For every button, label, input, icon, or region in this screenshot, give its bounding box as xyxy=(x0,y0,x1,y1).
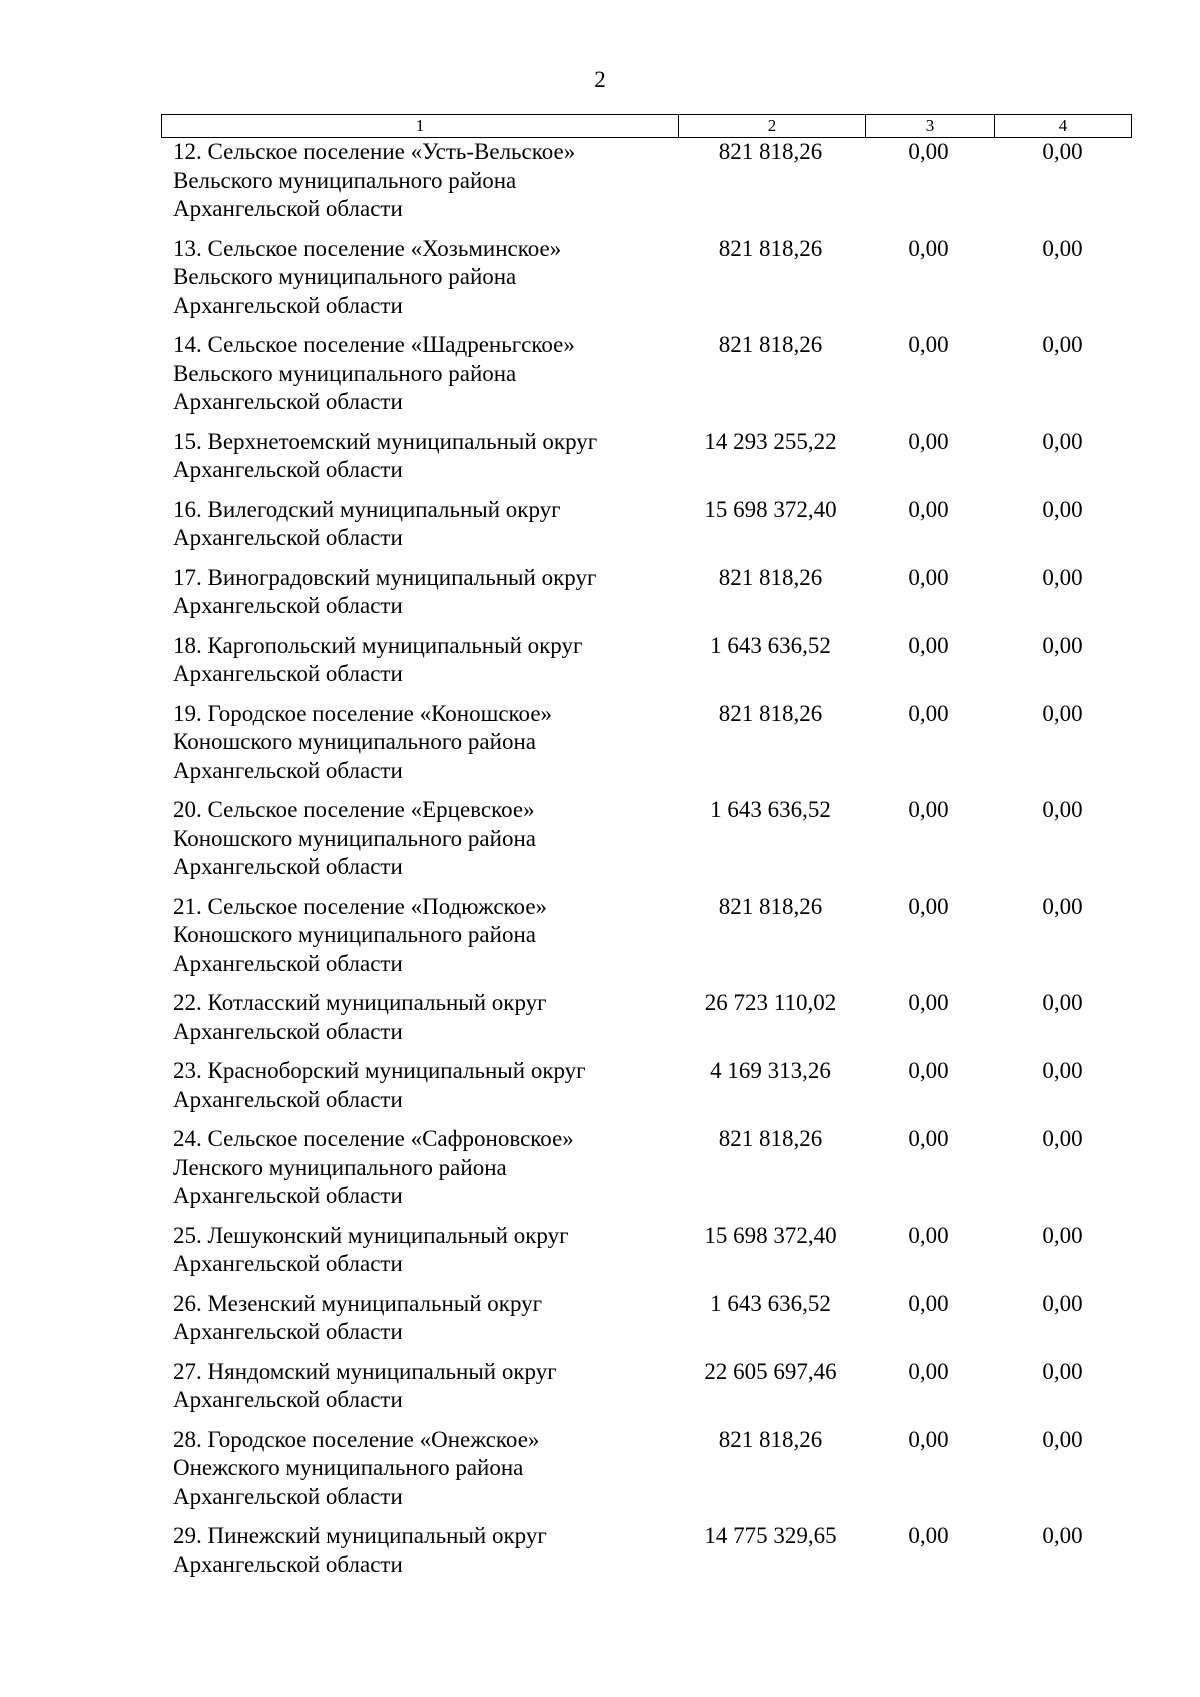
municipality-name xyxy=(161,1125,677,1211)
amount-column-3: 0,00 xyxy=(908,990,949,1015)
table-row xyxy=(161,796,1132,882)
municipality-name-line: Вельского муниципального района xyxy=(173,264,517,289)
municipality-name-line: Архангельской области xyxy=(173,1551,403,1577)
amount-column-2: 26 723 110,02 xyxy=(704,990,837,1015)
amount-column-4: 0,00 xyxy=(1042,990,1083,1015)
municipality-name-line: 29. Пинежский муниципальный округ xyxy=(173,1523,547,1548)
table-row xyxy=(161,564,1132,621)
municipality-name-line: Архангельской области xyxy=(173,1319,403,1344)
header-cell-4: 4 xyxy=(994,115,1131,137)
amount-column-4: 0,00 xyxy=(1042,1222,1083,1248)
page-number: 2 xyxy=(594,67,606,92)
municipality-name-line: Онежского муниципального района xyxy=(173,1455,524,1480)
amount-column-2: 14 293 255,22 xyxy=(704,428,837,454)
amount-column-3: 0,00 xyxy=(908,428,949,454)
table-row xyxy=(161,1426,1132,1512)
municipality-name-line: Архангельской области xyxy=(173,950,403,976)
municipality-name-line: 23. Красноборский муниципальный округ xyxy=(173,1058,586,1083)
municipality-name xyxy=(161,564,677,621)
municipality-name xyxy=(161,1358,677,1415)
municipality-name-line: Вельского муниципального района xyxy=(173,360,517,386)
amount-column-4: 0,00 xyxy=(1042,564,1083,590)
amount-column-4: 0,00 xyxy=(1042,893,1083,919)
table-row xyxy=(161,1358,1132,1415)
amount-column-3: 0,00 xyxy=(908,235,949,261)
amount-column-3: 0,00 xyxy=(908,139,949,164)
amount-column-3: 0,00 xyxy=(908,700,949,726)
municipality-name-line: Коношского муниципального района xyxy=(173,729,536,754)
municipality-name xyxy=(161,138,677,224)
amount-column-2: 821 818,26 xyxy=(718,235,823,261)
municipality-name xyxy=(161,1057,677,1114)
amount-column-3: 0,00 xyxy=(908,1523,949,1548)
amount-column-4: 0,00 xyxy=(1042,1290,1083,1316)
municipality-name-line: Архангельской области xyxy=(173,1086,403,1112)
municipality-name xyxy=(161,428,677,485)
amount-column-4: 0,00 xyxy=(1042,496,1083,522)
amount-column-2: 821 818,26 xyxy=(718,564,823,590)
municipality-name xyxy=(161,893,677,979)
municipality-name-line: 14. Сельское поселение «Шадреньгское» xyxy=(173,332,575,357)
municipality-name xyxy=(161,989,677,1046)
municipality-name xyxy=(161,1222,677,1279)
municipality-name-line: 15. Верхнетоемский муниципальный округ xyxy=(173,428,598,454)
table-row xyxy=(161,1125,1132,1211)
funding-table xyxy=(161,114,1132,1590)
amount-column-3: 0,00 xyxy=(908,797,949,822)
municipality-name-line: 22. Котласский муниципальный округ xyxy=(173,990,547,1015)
municipality-name-line: Архангельской области xyxy=(173,1251,403,1276)
amount-column-2: 821 818,26 xyxy=(718,139,823,164)
municipality-name-line: Архангельской области xyxy=(173,757,403,783)
amount-column-2: 22 605 697,46 xyxy=(704,1358,837,1384)
table-row xyxy=(161,138,1132,224)
amount-column-4: 0,00 xyxy=(1042,1358,1083,1384)
municipality-name-line: Архангельской области xyxy=(173,1483,403,1509)
municipality-name-line: 24. Сельское поселение «Сафроновское» xyxy=(173,1126,574,1151)
municipality-name-line: 17. Виноградовский муниципальный округ xyxy=(173,564,597,590)
municipality-name xyxy=(161,1522,677,1579)
amount-column-2: 15 698 372,40 xyxy=(704,1222,837,1248)
municipality-name-line: Архангельской области xyxy=(173,525,403,550)
table-row xyxy=(161,496,1132,553)
municipality-name-line: Архангельской области xyxy=(173,1387,403,1412)
municipality-name-line: 25. Лешуконский муниципальный округ xyxy=(173,1222,569,1248)
municipality-name xyxy=(161,796,677,882)
municipality-name-line: 12. Сельское поселение «Усть-Вельское» xyxy=(173,139,576,164)
amount-column-2: 821 818,26 xyxy=(718,893,823,919)
amount-column-4: 0,00 xyxy=(1042,1426,1083,1452)
municipality-name-line: 20. Сельское поселение «Ерцевское» xyxy=(173,797,535,822)
amount-column-3: 0,00 xyxy=(908,1058,949,1083)
table-row xyxy=(161,893,1132,979)
table-row xyxy=(161,1290,1132,1347)
table-row xyxy=(161,235,1132,321)
amount-column-3: 0,00 xyxy=(908,1426,949,1452)
municipality-name-line: 21. Сельское поселение «Подюжское» xyxy=(173,893,548,919)
table-row xyxy=(161,1222,1132,1279)
amount-column-2: 15 698 372,40 xyxy=(704,496,837,522)
amount-column-4: 0,00 xyxy=(1042,428,1083,454)
municipality-name-line: 18. Каргопольский муниципальный округ xyxy=(173,632,583,658)
amount-column-3: 0,00 xyxy=(908,893,949,919)
amount-column-4: 0,00 xyxy=(1042,700,1083,726)
amount-column-2: 1 643 636,52 xyxy=(710,797,831,822)
table-row xyxy=(161,331,1132,417)
amount-column-2: 14 775 329,65 xyxy=(704,1523,837,1548)
table-row xyxy=(161,632,1132,689)
header-cell-3: 3 xyxy=(865,115,994,137)
amount-column-3: 0,00 xyxy=(908,1358,949,1384)
amount-column-2: 821 818,26 xyxy=(718,700,823,726)
municipality-name-line: 28. Городское поселение «Онежское» xyxy=(173,1426,540,1452)
municipality-name-line: Коношского муниципального района xyxy=(173,922,536,947)
municipality-name-line: 26. Мезенский муниципальный округ xyxy=(173,1290,543,1316)
amount-column-3: 0,00 xyxy=(908,1222,949,1248)
amount-column-2: 821 818,26 xyxy=(718,332,823,357)
municipality-name-line: Ленского муниципального района xyxy=(173,1154,507,1180)
municipality-name xyxy=(161,632,677,689)
amount-column-4: 0,00 xyxy=(1042,1126,1083,1151)
municipality-name-line: Архангельской области xyxy=(173,292,403,318)
table-row xyxy=(161,989,1132,1046)
municipality-name-line: 27. Няндомский муниципальный округ xyxy=(173,1358,557,1384)
municipality-name xyxy=(161,331,677,417)
table-body xyxy=(161,138,1132,1579)
table-row xyxy=(161,700,1132,786)
amount-column-4: 0,00 xyxy=(1042,797,1083,822)
table-header-row xyxy=(161,114,1132,138)
municipality-name xyxy=(161,700,677,786)
amount-column-4: 0,00 xyxy=(1042,332,1083,357)
municipality-name xyxy=(161,1426,677,1512)
amount-column-2: 1 643 636,52 xyxy=(710,1290,831,1316)
table-row xyxy=(161,1057,1132,1114)
header-cell-1: 1 xyxy=(415,116,425,135)
amount-column-4: 0,00 xyxy=(1042,1058,1083,1083)
amount-column-2: 821 818,26 xyxy=(718,1426,823,1452)
amount-column-4: 0,00 xyxy=(1042,235,1083,261)
amount-column-2: 1 643 636,52 xyxy=(710,632,831,658)
amount-column-3: 0,00 xyxy=(908,1126,949,1151)
municipality-name-line: 19. Городское поселение «Коношское» xyxy=(173,700,553,726)
municipality-name-line: Вельского муниципального района xyxy=(173,167,517,193)
municipality-name-line: Архангельской области xyxy=(173,1018,403,1044)
municipality-name xyxy=(161,1290,677,1347)
municipality-name xyxy=(161,235,677,321)
municipality-name-line: Архангельской области xyxy=(173,661,403,686)
amount-column-3: 0,00 xyxy=(908,564,949,590)
amount-column-2: 821 818,26 xyxy=(718,1126,823,1151)
municipality-name-line: 16. Вилегодский муниципальный округ xyxy=(173,496,561,522)
amount-column-2: 4 169 313,26 xyxy=(710,1058,831,1083)
municipality-name-line: Архангельской области xyxy=(173,1183,403,1208)
municipality-name-line: Архангельской области xyxy=(173,196,403,221)
amount-column-4: 0,00 xyxy=(1042,139,1083,164)
table-row xyxy=(161,1522,1132,1579)
municipality-name-line: Архангельской области xyxy=(173,854,403,879)
municipality-name-line: Коношского муниципального района xyxy=(173,825,536,851)
municipality-name-line: Архангельской области xyxy=(173,593,403,618)
table-row xyxy=(161,428,1132,485)
municipality-name-line: Архангельской области xyxy=(173,457,403,482)
amount-column-4: 0,00 xyxy=(1042,632,1083,658)
amount-column-3: 0,00 xyxy=(908,632,949,658)
header-cell-2: 2 xyxy=(678,115,865,137)
amount-column-4: 0,00 xyxy=(1042,1523,1083,1548)
amount-column-3: 0,00 xyxy=(908,496,949,522)
municipality-name xyxy=(161,496,677,553)
amount-column-3: 0,00 xyxy=(908,332,949,357)
amount-column-3: 0,00 xyxy=(908,1290,949,1316)
municipality-name-line: 13. Сельское поселение «Хозьминское» xyxy=(173,235,562,261)
municipality-name-line: Архангельской области xyxy=(173,389,403,414)
